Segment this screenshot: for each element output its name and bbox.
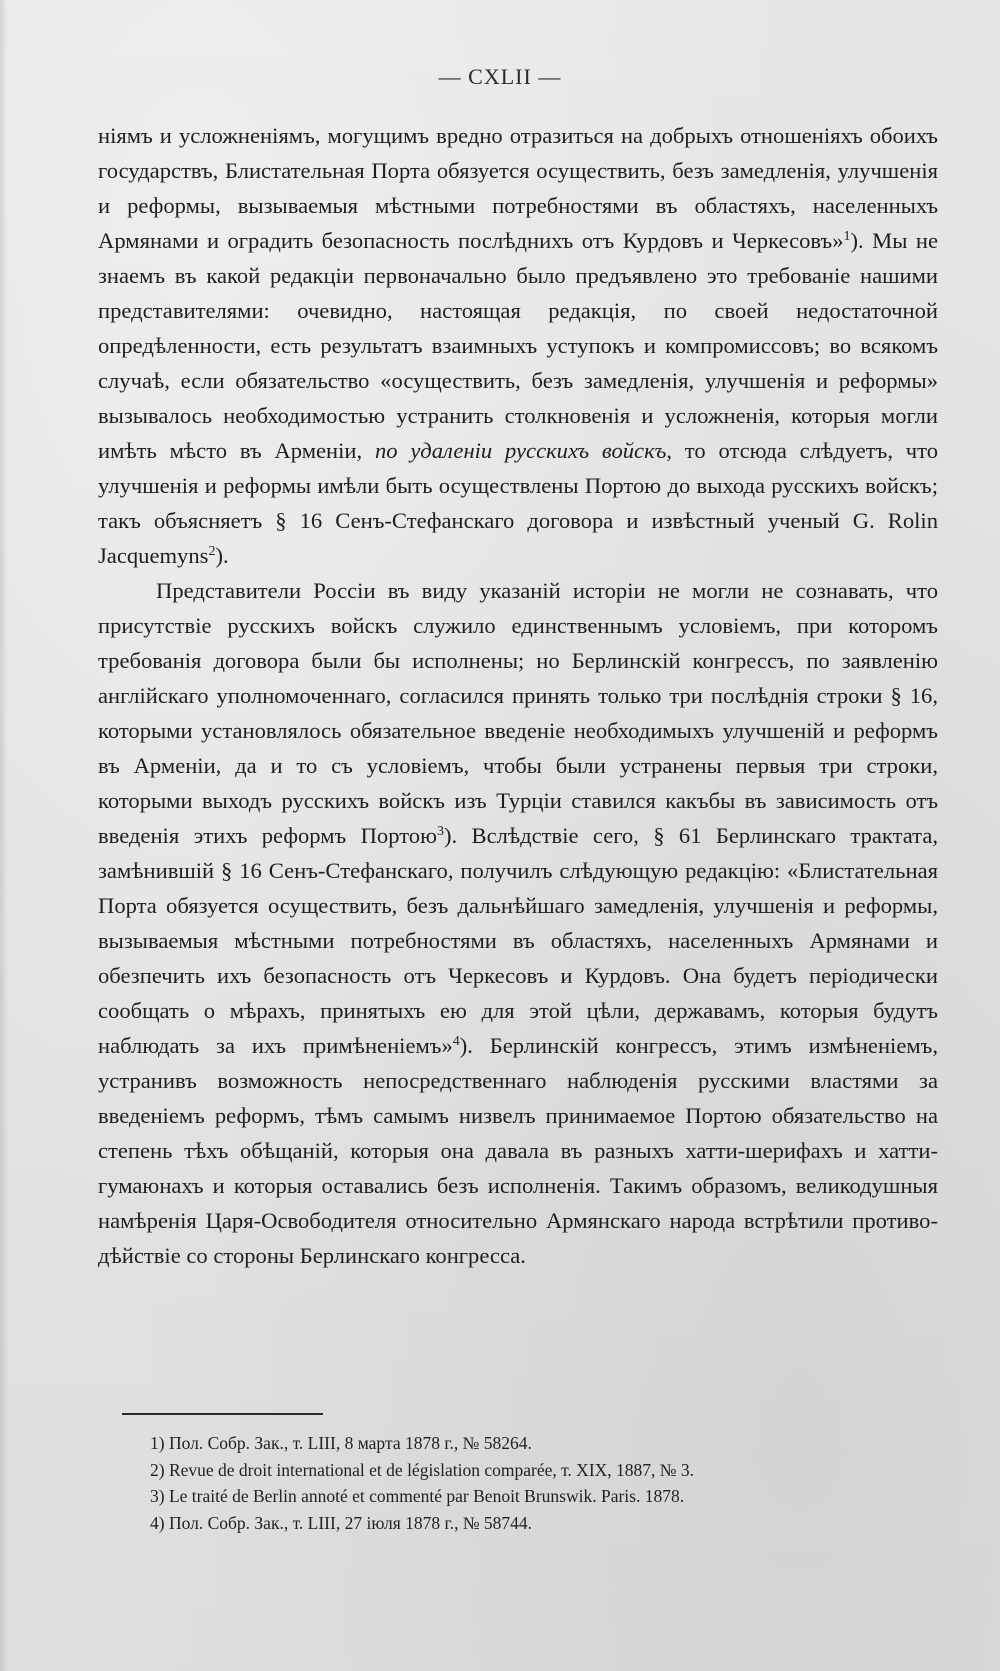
- paragraph-2-text-b: ). Вслѣдствіе сего, § 61 Берлинскаго трактата, замѣнившій § 16 Сенъ-Стефанскаго, получилъ слѣдующую редакцію: «Блистательная Порта обязуется осуществить, безъ дальнѣйшаго замедленія, улучшенія и реформы, вызываемыя мѣстными потребностями въ областяхъ, населенныхъ Армянами и обезпечить ихъ безопасность отъ Черкесовъ и Курдовъ. Она будетъ періодически сообщать о мѣрахъ, принятыхъ ею для этой цѣли, державамъ, которыя будутъ наблюдать за ихъ примѣненіемъ»: [98, 823, 938, 1058]
- paragraph-2-text-c: ). Берлинскій конгрессъ, этимъ измѣненіемъ, устранивъ возможность непосредственнаго наблюденія русскими властями за введеніемъ реформъ, тѣмъ самымъ низвелъ принимаемое Портою обязательство на степень тѣхъ обѣщаній, которыя она давала въ разныхъ хатти-шерифахъ и хатти-гумаюнахъ и которыя оставались безъ исполненія. Такимъ образомъ, великодушныя намѣренія Царя-Освободителя относительно Армянскаго народа встрѣтили противодѣйствіе со стороны Берлинскаго конгресса.: [98, 1033, 938, 1268]
- footnote-ref-1[interactable]: 1: [843, 229, 851, 244]
- footnotes: [150, 1430, 930, 1536]
- paragraph-1-text-d: ).: [215, 543, 229, 568]
- paragraph-1: [98, 118, 938, 573]
- paragraph-1-text-c: , то отсюда слѣдуетъ, что улучшенія и реформы имѣли быть осуществлены Портою до выхода русскихъ войскъ; такъ объясняетъ § 16 Сенъ-Стефанскаго договора и извѣстный ученый G. Rolin Jacquemyns: [98, 438, 938, 568]
- footnote-4: 4) Пол. Собр. Зак., т. LIII, 27 іюля 1878 г., № 58744.: [150, 1512, 533, 1533]
- main-text: [98, 118, 938, 1273]
- footnote-ref-4[interactable]: 4: [452, 1034, 460, 1049]
- paragraph-2-text-a: Представители Россіи въ виду указаній исторіи не могли не сознавать, что присутствіе русскихъ войскъ служило единственнымъ условіемъ, при которомъ требованія договора были бы исполнены; но Берлинскій конгрессъ, по заявленію англійскаго уполномоченнаго, согласился принять только три послѣднія строки § 16, которыми установлялось обязательное введеніе необходимыхъ улучшеній и реформъ въ Арменіи, да и то съ условіемъ, чтобы были устранены первыя три строки, которыми выходъ русскихъ войскъ изъ Турціи ставился какъбы въ зависимость отъ введенія этихъ реформъ Портою: [98, 578, 938, 848]
- footnote-2: 2) Revue de droit international et de législation comparée, т. XIX, 1887, № 3.: [150, 1459, 694, 1480]
- paragraph-1-text-b: ). Мы не знаемъ въ какой редакціи первоначально было предъявлено это требованіе нашими представителями: очевидно, настоящая редакція, по своей недостаточной опредѣленности, есть результатъ взаимныхъ уступокъ и компромиссовъ; во всякомъ случаѣ, если обязательство «осуществить, безъ замедленія, улучшенія и реформы» вызывалось необходимостью устранить столкновенія и усложненія, которыя могли имѣть мѣсто въ Арменіи,: [98, 228, 938, 463]
- footnote-ref-2[interactable]: 2: [208, 544, 216, 559]
- footnote-3: 3) Le traité de Berlin annoté et commenté par Benoit Brunswik. Paris. 1878.: [150, 1486, 685, 1506]
- page-number-header: — CXLII —: [438, 64, 562, 89]
- paragraph-1-text-a: ніямъ и усложненіямъ, могущимъ вредно отразиться на добрыхъ отношеніяхъ обоихъ государствъ, Блистательная Порта обязуется осуществить, безъ замедленія, улучшенія и реформы, вызываемыя мѣстными потребностями въ областяхъ, населенныхъ Армянами и оградить безопасность послѣднихъ отъ Курдовъ и Черкесовъ»: [98, 123, 938, 253]
- paragraph-1-italic-phrase: по удаленіи русскихъ войскъ: [374, 438, 667, 463]
- footnote-separator: [122, 1413, 323, 1415]
- footnote-1: 1) Пол. Собр. Зак., т. LIII, 8 марта 1878 г., № 58264.: [150, 1433, 532, 1453]
- paragraph-2: [98, 573, 938, 1273]
- page-binding-shadow: [0, 0, 8, 1671]
- footnote-ref-3[interactable]: 3: [436, 824, 444, 839]
